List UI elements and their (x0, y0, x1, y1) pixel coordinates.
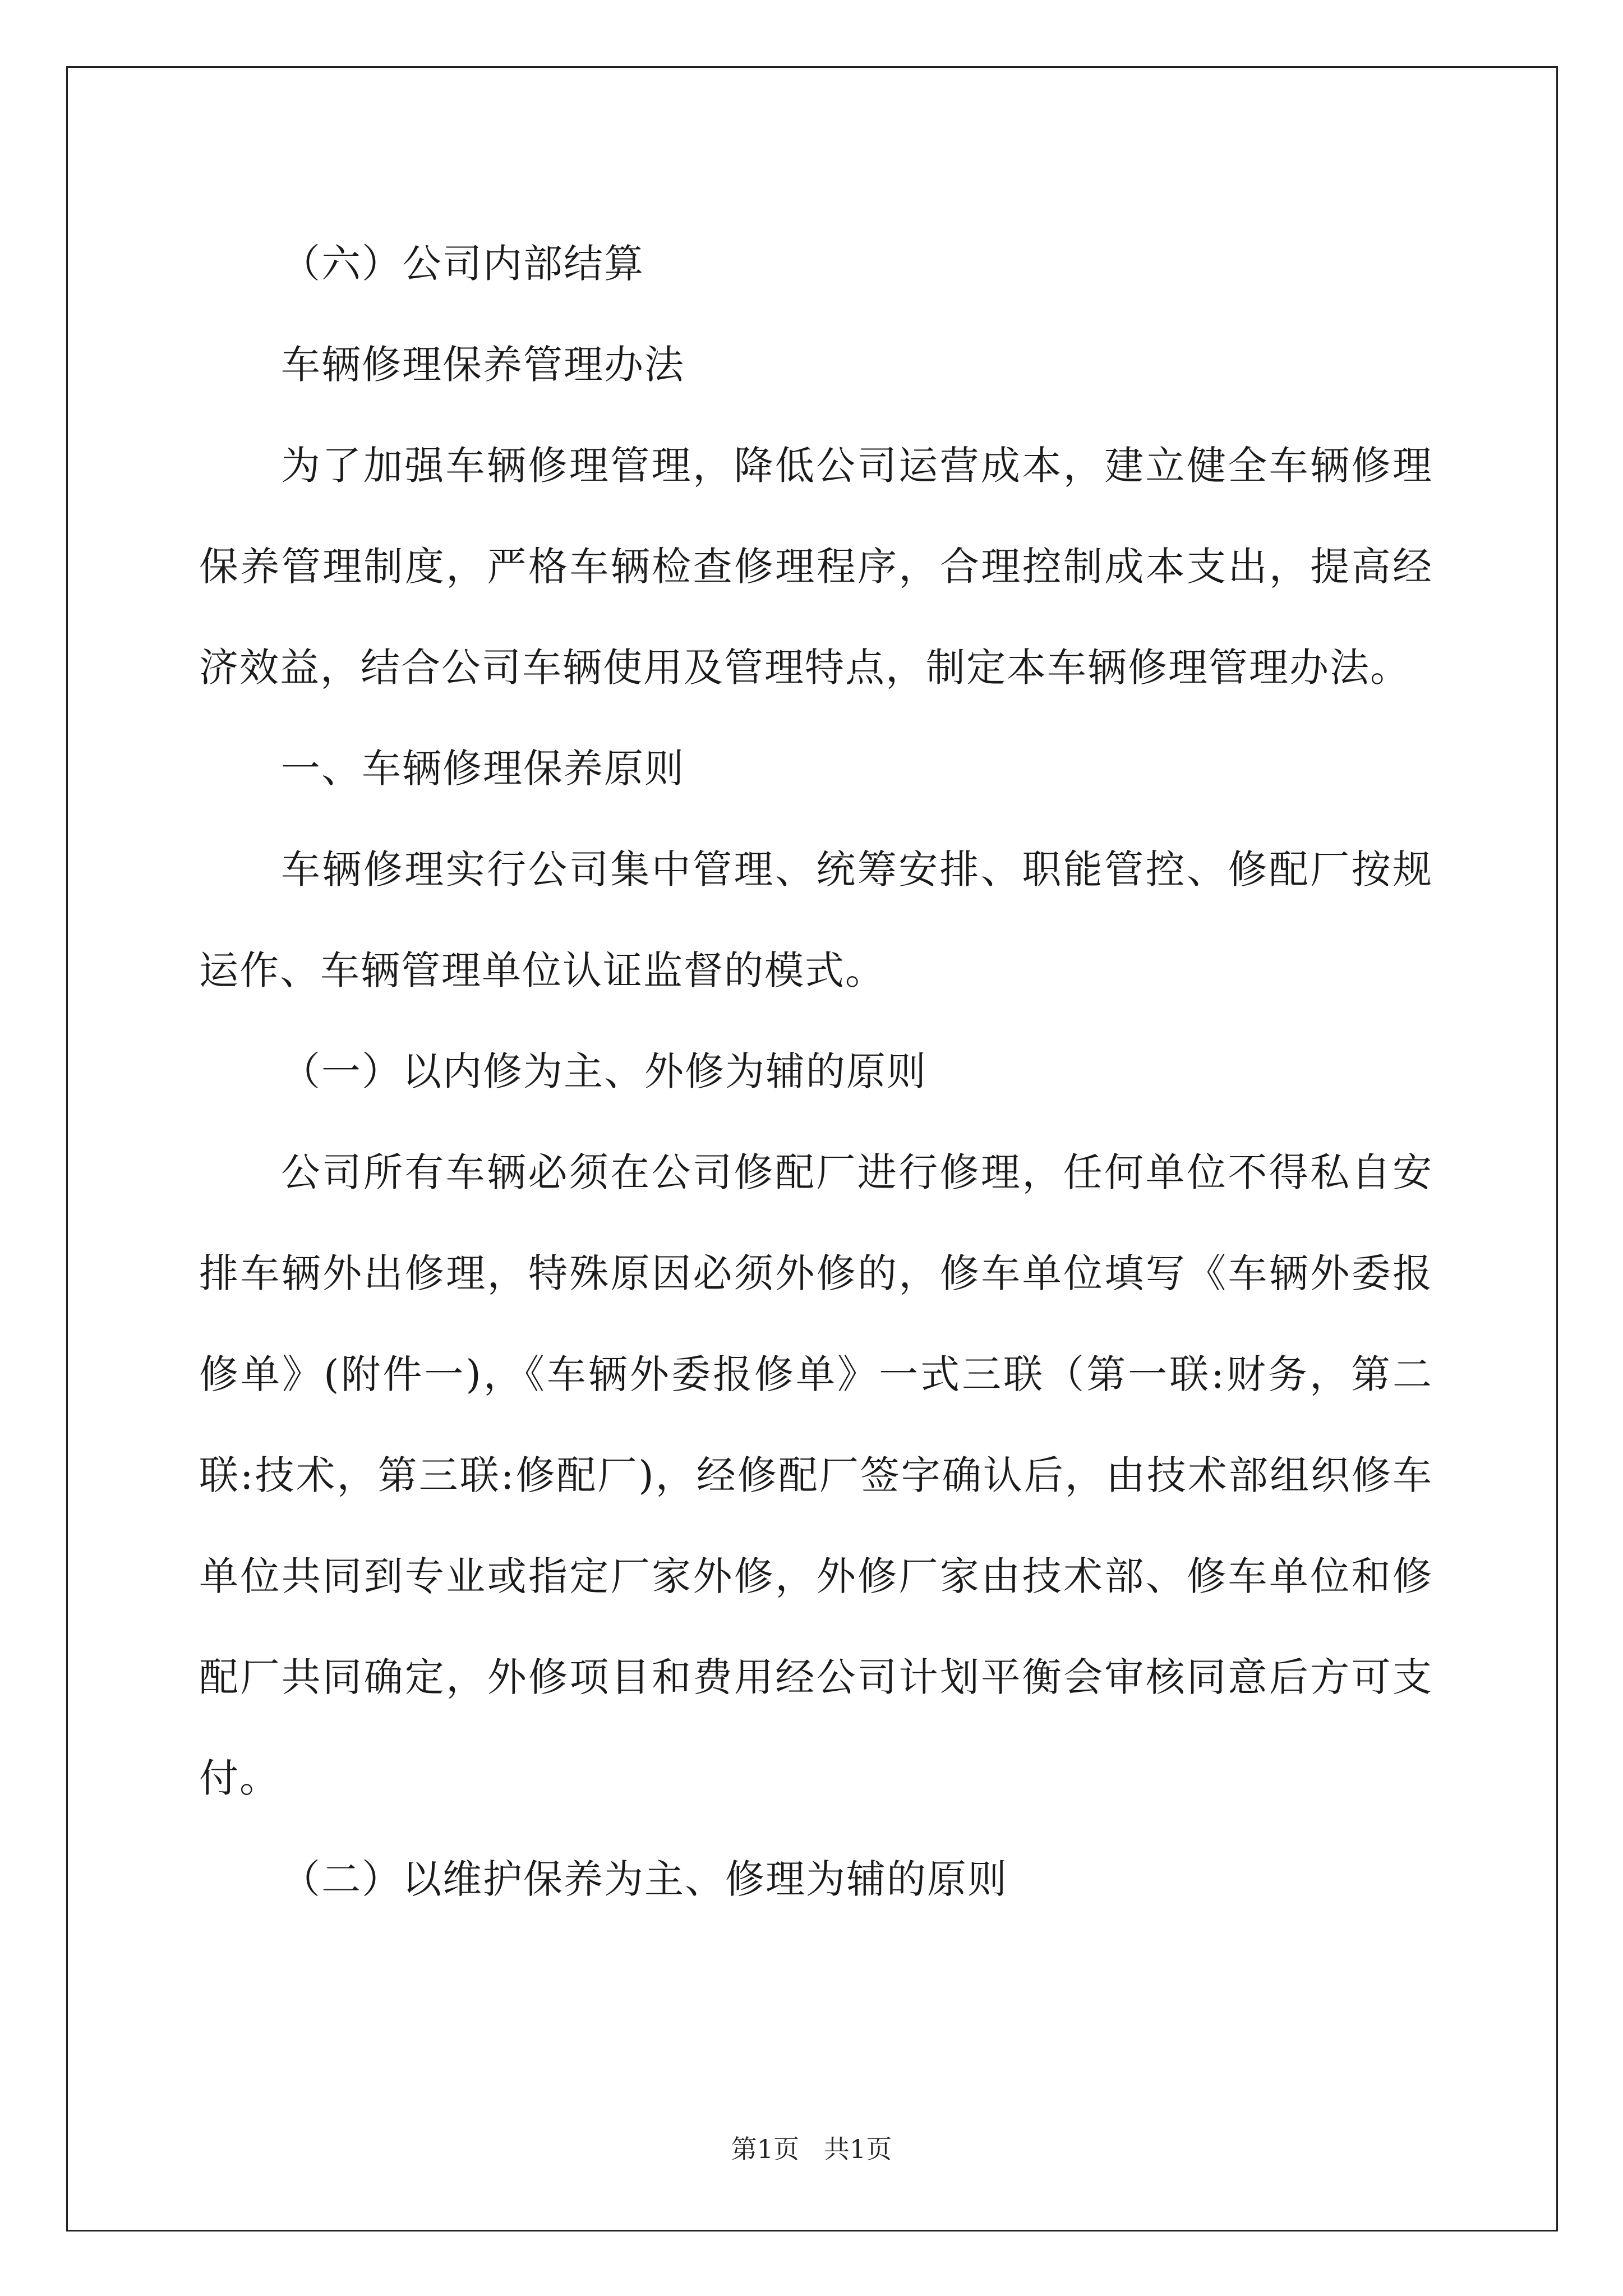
section-heading-principles: 一、车辆修理保养原则 (281, 746, 685, 792)
subsection-heading-maintenance: （二）以维护保养为主、修理为辅的原则 (281, 1856, 1008, 1902)
section-heading-settlement: （六）公司内部结算 (281, 241, 644, 287)
document-body (199, 213, 1433, 1930)
page-footer: 第1页 共1页 (731, 2134, 892, 2164)
principles-paragraph: 车辆修理实行公司集中管理、统筹安排、职能管控、修配厂按规运作、车辆管理单位认证监督的模式。 (199, 846, 1433, 993)
intro-paragraph: 为了加强车辆修理管理，降低公司运营成本，建立健全车辆修理保养管理制度，严格车辆检查修理程序，合理控制成本支出，提高经济效益，结合公司车辆使用及管理特点，制定本车辆修理管理办法。 (199, 443, 1433, 691)
subsection-heading-internal-repair: （一）以内修为主、外修为辅的原则 (281, 1048, 927, 1094)
document-title: 车辆修理保养管理办法 (281, 342, 685, 388)
internal-repair-paragraph: 公司所有车辆必须在公司修配厂进行修理，任何单位不得私自安排车辆外出修理，特殊原因必须外修的，修车单位填写《车辆外委报修单》(附件一)，《车辆外委报修单》一式三联（第一联:财务，第二联:技术，第三联:修配厂)，经修配厂签字确认后，由技术部组织修车单位共同到专业或指定厂家外修，外修厂家由技术部、修车单位和修配厂共同确定，外修项目和费用经公司计划平衡会审核同意后方可支付。 (199, 1149, 1433, 1801)
